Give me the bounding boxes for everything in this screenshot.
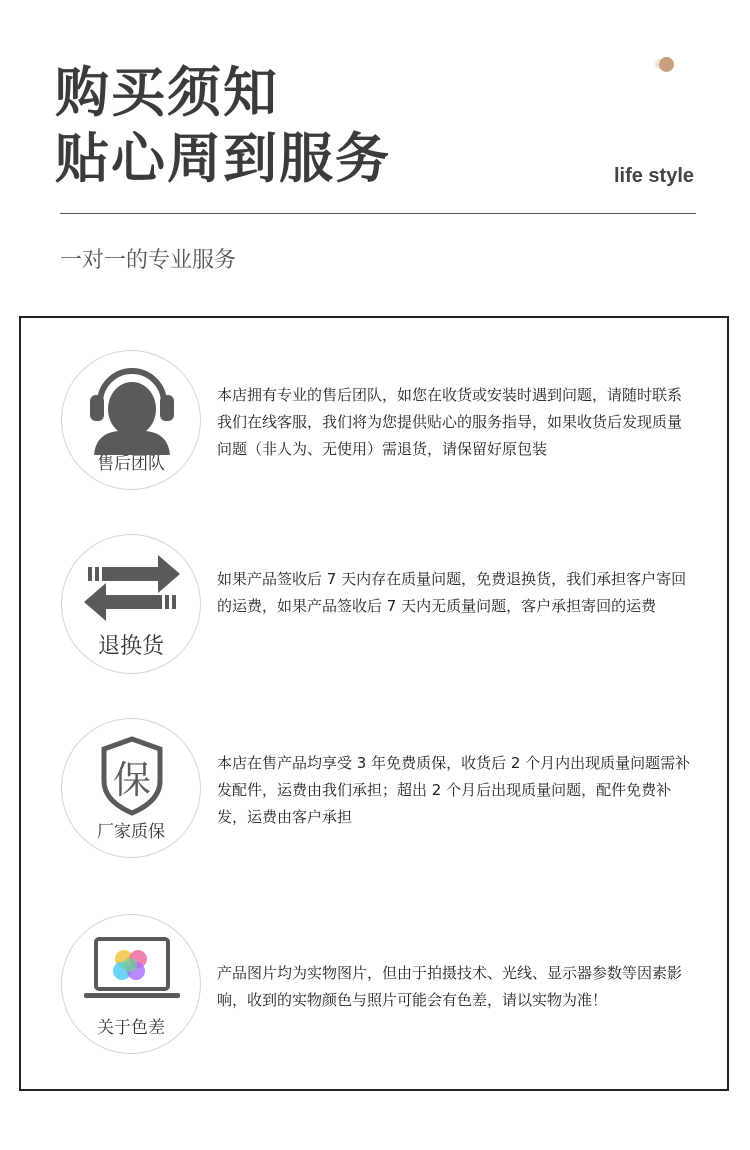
page-subtitle: 一对一的专业服务 bbox=[60, 248, 237, 273]
service-description: 本店在售产品均享受 3 年免费质保，收货后 2 个月内出现质量问题需补发配件，运费由我们承担；超出 2 个月后出现质量问题，配件免费补发，运费由客户承担 bbox=[217, 754, 691, 826]
decorative-dot-icon bbox=[659, 57, 674, 72]
warranty-char: 保 bbox=[112, 758, 152, 802]
service-icon-circle bbox=[61, 534, 201, 674]
page-title-line-1: 购买须知 bbox=[55, 61, 279, 124]
service-icon-circle bbox=[61, 718, 201, 858]
service-icon-circle bbox=[61, 350, 201, 490]
service-icon-circle bbox=[61, 914, 201, 1054]
service-label: 关于色差 bbox=[97, 1018, 165, 1038]
service-label: 售后团队 bbox=[97, 454, 165, 474]
header-divider bbox=[60, 213, 696, 214]
services-panel bbox=[19, 316, 729, 1091]
service-description: 产品图片均为实物图片，但由于拍摄技术、光线、显示器参数等因素影响，收到的实物颜色与照片可能会有色差，请以实物为准！ bbox=[217, 964, 683, 1009]
service-description: 本店拥有专业的售后团队，如您在收货或安装时遇到问题，请随时联系我们在线客服，我们将为您提供贴心的服务指导，如果收货后发现质量问题（非人为、无使用）需退货，请保留好原包装 bbox=[217, 386, 683, 458]
service-label: 退换货 bbox=[97, 634, 164, 659]
page-title-line-2: 贴心周到服务 bbox=[55, 127, 391, 190]
service-description: 如果产品签收后 7 天内存在质量问题，免费退换货，我们承担客户寄回的运费，如果产品签收后 7 天内无质量问题，客户承担寄回的运费 bbox=[217, 570, 687, 615]
service-label: 厂家质保 bbox=[97, 822, 165, 842]
life-style-tag: life style bbox=[613, 165, 694, 187]
